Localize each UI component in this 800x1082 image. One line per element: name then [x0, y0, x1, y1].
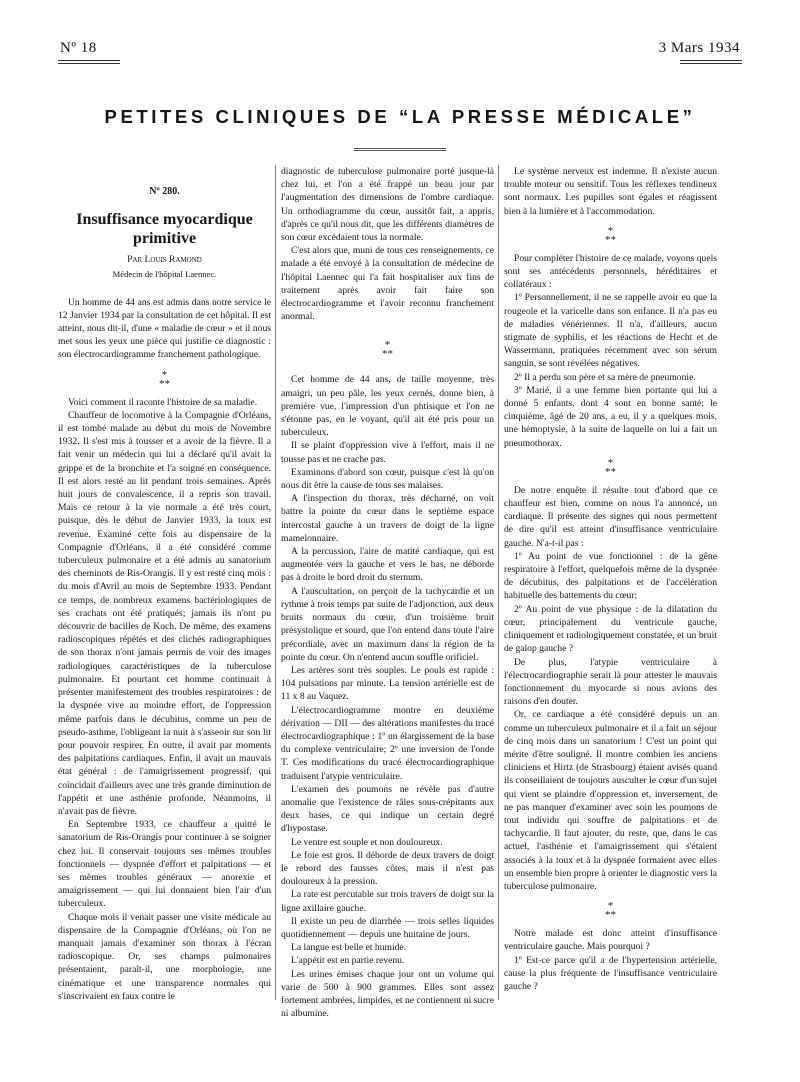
paragraph: L'appétit est en partie revenu. [291, 955, 405, 967]
paragraph: Pour compléter l'histoire de ce malade, voyons quels sont ses antécédents personnels, héréditaires et collatéraux : [504, 252, 717, 291]
paragraph: diagnostic de tuberculose pulmonaire porté jusque-là chez lui, et l'on a été frappé un beau jour par l'augmentation des dimensions de l'ombre cardiaque. Un orthodiagramme du cœur, aussitôt fait, a appris, d'après ce qu'il nous dit, que les différents diamètres de son cœur excédaient tous la normale. [281, 166, 494, 244]
header-rules [58, 60, 742, 64]
paragraph: A l'inspection du thorax, très décharné, on voit battre la pointe du cœur dans le septième espace intercostal gauche à un travers de doigt de la ligne mamelonnaire. [281, 493, 494, 544]
column-3 [504, 165, 717, 1020]
paragraph: Notre malade est donc atteint d'insuffisance ventriculaire gauche. Mais pourquoi ? [504, 928, 717, 953]
section-separator: * ** [605, 224, 616, 246]
paragraph: A la percussion, l'aire de matité cardiaque, qui est augmentée vers la gauche et vers le bas, ne déborde pas à droite le bord droit du sternum. [281, 546, 494, 584]
column-1 [58, 165, 271, 1020]
paragraph: 1º Personnellement, il ne se rappelle avoir eu que la rougeole et la varicelle dans son enfance. Il n'a pas eu de maladies vénériennes. Il n'a, d'ailleurs, aucun stigmate de syphilis, et les réactions de Hecht et de Wassermann, pratiquées récemment avec son sérum sanguin, se sont révélées négatives. [504, 292, 717, 370]
article-affiliation: Médecin de l'hôpital Laennec. [112, 269, 217, 280]
paragraph: La langue est belle et humide. [291, 942, 407, 954]
section-separator: * ** [605, 456, 616, 478]
paragraph: Il se plaint d'oppression vive à l'effort, mais il ne tousse pas et ne crache pas. [281, 440, 494, 465]
paragraph: 1º Est-ce parce qu'il a de l'hypertension artérielle, cause la plus fréquente de l'insuffisance ventriculaire gauche ? [504, 954, 717, 992]
paragraph: 1º Au point de vue fonctionnel : de la gêne respiratoire à l'effort, quelquefois même de la dyspnée de décubitus, des palpitations et de l'accélération habituelle des battements du cœur; [504, 550, 717, 602]
paragraph: 2º Il a perdu son père et sa mère de pneumonie. [514, 371, 696, 383]
issue-number: Nº 18 [60, 40, 97, 56]
paragraph: Chaque mois il venait passer une visite médicale au dispensaire de la Compagnie d'Orléans, où l'on ne manquait jamais d'examiner son thorax à l'écran radioscopique. Or, ses champs pulmonaires présentaient, paraît-il, une morphologie, une cinématique et une transparence normales qui s'inscrivaient en faux contre le [58, 911, 271, 1002]
paragraph: Examinons d'abord son cœur, puisque c'est là qu'on nous dit être la cause de tous ses malaises. [281, 466, 494, 492]
paragraph: Un homme de 44 ans est admis dans notre service le 12 Janvier 1934 par la consultation de cet hôpital. Il est atteint, nous dit-il, d'une « maladie de cœur » et il nous met sous les yeux une pièce qui justifie ce diagnostic : son électrocardiogramme franchement pathologique. [58, 296, 271, 361]
masthead-rule [354, 148, 446, 151]
paragraph: L'électrocardiogramme montre en deuxième dérivation — DII — des altérations manifestes du tracé électrocardiographique : 1º un élargissement de la base du complexe ventriculaire; 2º une inversion de l'onde T. Ces modifications du tracé électrocardiographique traduisent l'atypie ventriculaire. [281, 704, 494, 782]
masthead-title: PETITES CLINIQUES DE “LA PRESSE MÉDICALE” [104, 106, 696, 127]
paragraph: Le ventre est souple et non douloureux. [291, 836, 443, 848]
paragraph: Le système nerveux est indemne. Il n'existe aucun trouble moteur ou sensitif. Tous les réflexes tendineux sont normaux. Les pupilles sont égales et réagissent bien à la lumière et à l'accommodation. [504, 166, 717, 217]
header-rule-left [58, 60, 120, 64]
column-divider [494, 165, 504, 1020]
column-2 [281, 165, 494, 1020]
paragraph: Cet homme de 44 ans, de taille moyenne, très amaigri, un peu pâle, les yeux cernés, donne bien, à première vue, l'impression d'un phtisique et l'on ne s'étonne pas, en le voyant, qu'il ait été pris pour un tuberculeux. [281, 374, 494, 439]
article-byline: Par Louis Ramond [127, 255, 202, 266]
paragraph: 2º Au point de vue physique : de la dilatation du cœur, principalement du ventricule gauche, cliniquement et radiologiquement constatée, et un bruit de galop gauche ? [504, 603, 717, 655]
header-rule-right [680, 60, 742, 64]
paragraph: En Septembre 1933, ce chauffeur a quitté le sanatorium de Ris-Orangis pour continuer à se soigner chez lui. Il conservait toujours ses mêmes troubles fonctionnels — dyspnée d'effort et palpitations — et ses mêmes troubles généraux — anorexie et amaigrissement — qui lui donnaient bien l'air d'un tuberculeux. [58, 819, 271, 910]
paragraph: La rate est percutable sur trois travers de doigt sur la ligne axillaire gauche. [281, 889, 494, 914]
paragraph: Or, ce cardiaque a été considéré depuis un an comme un tuberculeux pulmonaire et il a fait un séjour de cinq mois dans un sanatorium ! C'est un point qui mérite d'être souligné. Il montre combien les anciens cliniciens et Hirtz (de Strasbourg) étaient avisés quand ils conseillaient de toujours ausculter le cœur d'un sujet qui vient se plaindre d'oppression et, inversement, de ne pas manquer d'examiner avec soin les poumons de tout individu qui souffre de palpitations et de tachycardie. Il faut ajouter, du reste, que, dans le cas actuel, l'asthénie et l'amaigrissement qui s'étaient associés à la toux et à la dyspnée formaient avec elles un ensemble bien propre à orienter le diagnostic vers la tuberculose pulmonaire. [504, 709, 717, 892]
paragraph: L'examen des poumons ne révèle pas d'autre anomalie que l'existence de râles sous-crépitants aux deux bases, ce qui indique un certain degré d'hypostase. [281, 783, 494, 835]
paragraph: Les urines émises chaque jour ont un volume qui varie de 500 à 900 grammes. Elles sont assez fortement ambrées, limpides, et ne contiennent ni sucre ni albumine. [281, 968, 494, 1020]
section-separator: * ** [605, 900, 616, 922]
paragraph: De notre enquête il résulte tout d'abord que ce chauffeur est bien, comme on nous l'a annoncé, un cardiaque. Il présente des signes qui nous permettent de dire qu'il est atteint d'insuffisance ventriculaire gauche. N'a-t-il pas : [504, 484, 717, 549]
issue-date: 3 Mars 1934 [658, 40, 740, 56]
paragraph: De plus, l'atypie ventriculaire à l'électrocardiographie serait là pour attester le mauvais fonctionnement du myocarde si nous avions des raisons d'en douter. [504, 656, 717, 708]
paragraph: Chauffeur de locomotive à la Compagnie d'Orléans, il est tombé malade au début du mois de Novembre 1932. Il s'est mis à tousser et a avoir de la fièvre. Il a fait venir un médecin qui lui a déclaré qu'il avait la grippe et de la bronchite et l'a soigné en conséquence. Il est alors resté au lit pendant trois semaines. Après huit jours de convalescence, il a repris son travail. Mais ce retour à la vie normale a été très court, puisque, dès le début de Janvier 1933, la toux est revenue. Examiné cette fois au dispensaire de la Compagnie d'Orléans, il a été considéré comme tuberculeux pulmonaire et a été admis au sanatorium des cheminots de Ris-Orangis. Il y est resté cinq mois : du mois d'Avril au mois de Septembre 1933. Pendant ce temps, de nombreux examens bactériologiques de ses crachats ont été pratiqués; jamais ils n'ont pu découvrir de bacilles de Koch. De même, des examens radioscopiques répétés et des clichés radiographiques de son thorax n'ont jamais permis de voir des images radiologiques caractéristiques de la tuberculose pulmonaire. Et pourtant cet homme continuait à présenter manifestement des troubles respiratoires : de la dyspnée vive au moindre effort, de l'oppression même parfois dans le décubitus, comme un peu de pseudo-asthme, l'obligeant la nuit à s'asseoir sur son lit pour pouvoir respirer. En outre, il avait par moments des palpitations cardiaques. Enfin, il avait un mauvais état général : de l'amaigrissement progressif, qui coïncidait d'ailleurs avec une très grande diminution de l'appétit et une asthénie profonde. Néanmoins, il n'avait pas de fièvre. [58, 409, 271, 817]
paragraph: C'est alors que, muni de tous ces renseignements, ce malade a été envoyé à la consultation de médecine de l'hôpital Laennec qui l'a fait hospitaliser aux fins de traitement après avoir fait faire son électrocardiogramme et l'avoir reconnu franchement anormal. [281, 245, 494, 323]
paragraph: 3º Marié, il a une femme bien portante qui lui a donné 5 enfants, dont 4 sont en bonne santé; le cinquième, âgé de 20 ans, a eu, il y a quelques mois, une hémoptysie, à la suite de laquelle on lui a fait un pneumothorax. [504, 384, 717, 449]
paragraph: A l'auscultation, on perçoit de la tachycardie et un rythme à trois temps par suite de l'adjonction, aux deux bruits normaux du cœur, d'un troisième bruit présystolique et sourd, que l'on entend dans toute l'aire précordiale, avec un maximum dans la région de la pointe du cœur. On n'entend aucun souffle orificiel. [281, 585, 494, 663]
paragraph: Le foie est gros. Il déborde de deux travers de doigt le rebord des fausses côtes, mais il n'est pas douloureux à la pression. [281, 849, 494, 888]
paragraph: Les artères sont très souples. Le pouls est rapide : 104 pulsations par minute. La tension artérielle est de 11 x 8 au Vaquez. [281, 664, 494, 703]
column-divider [271, 165, 281, 1020]
article-title: Insuffisance myocardique primitive [76, 211, 253, 248]
section-separator: * ** [159, 368, 170, 390]
page-header [58, 40, 742, 60]
paragraph: Il existe un peu de diarrhée — trois selles liquides quotidiennement — depuis une huitaine de jours. [281, 915, 494, 940]
section-separator: * ** [382, 339, 393, 361]
paragraph: Voici comment il raconte l'histoire de sa maladie. [68, 396, 258, 408]
article-number: Nº 280. [149, 186, 180, 197]
article-columns [58, 165, 742, 1020]
